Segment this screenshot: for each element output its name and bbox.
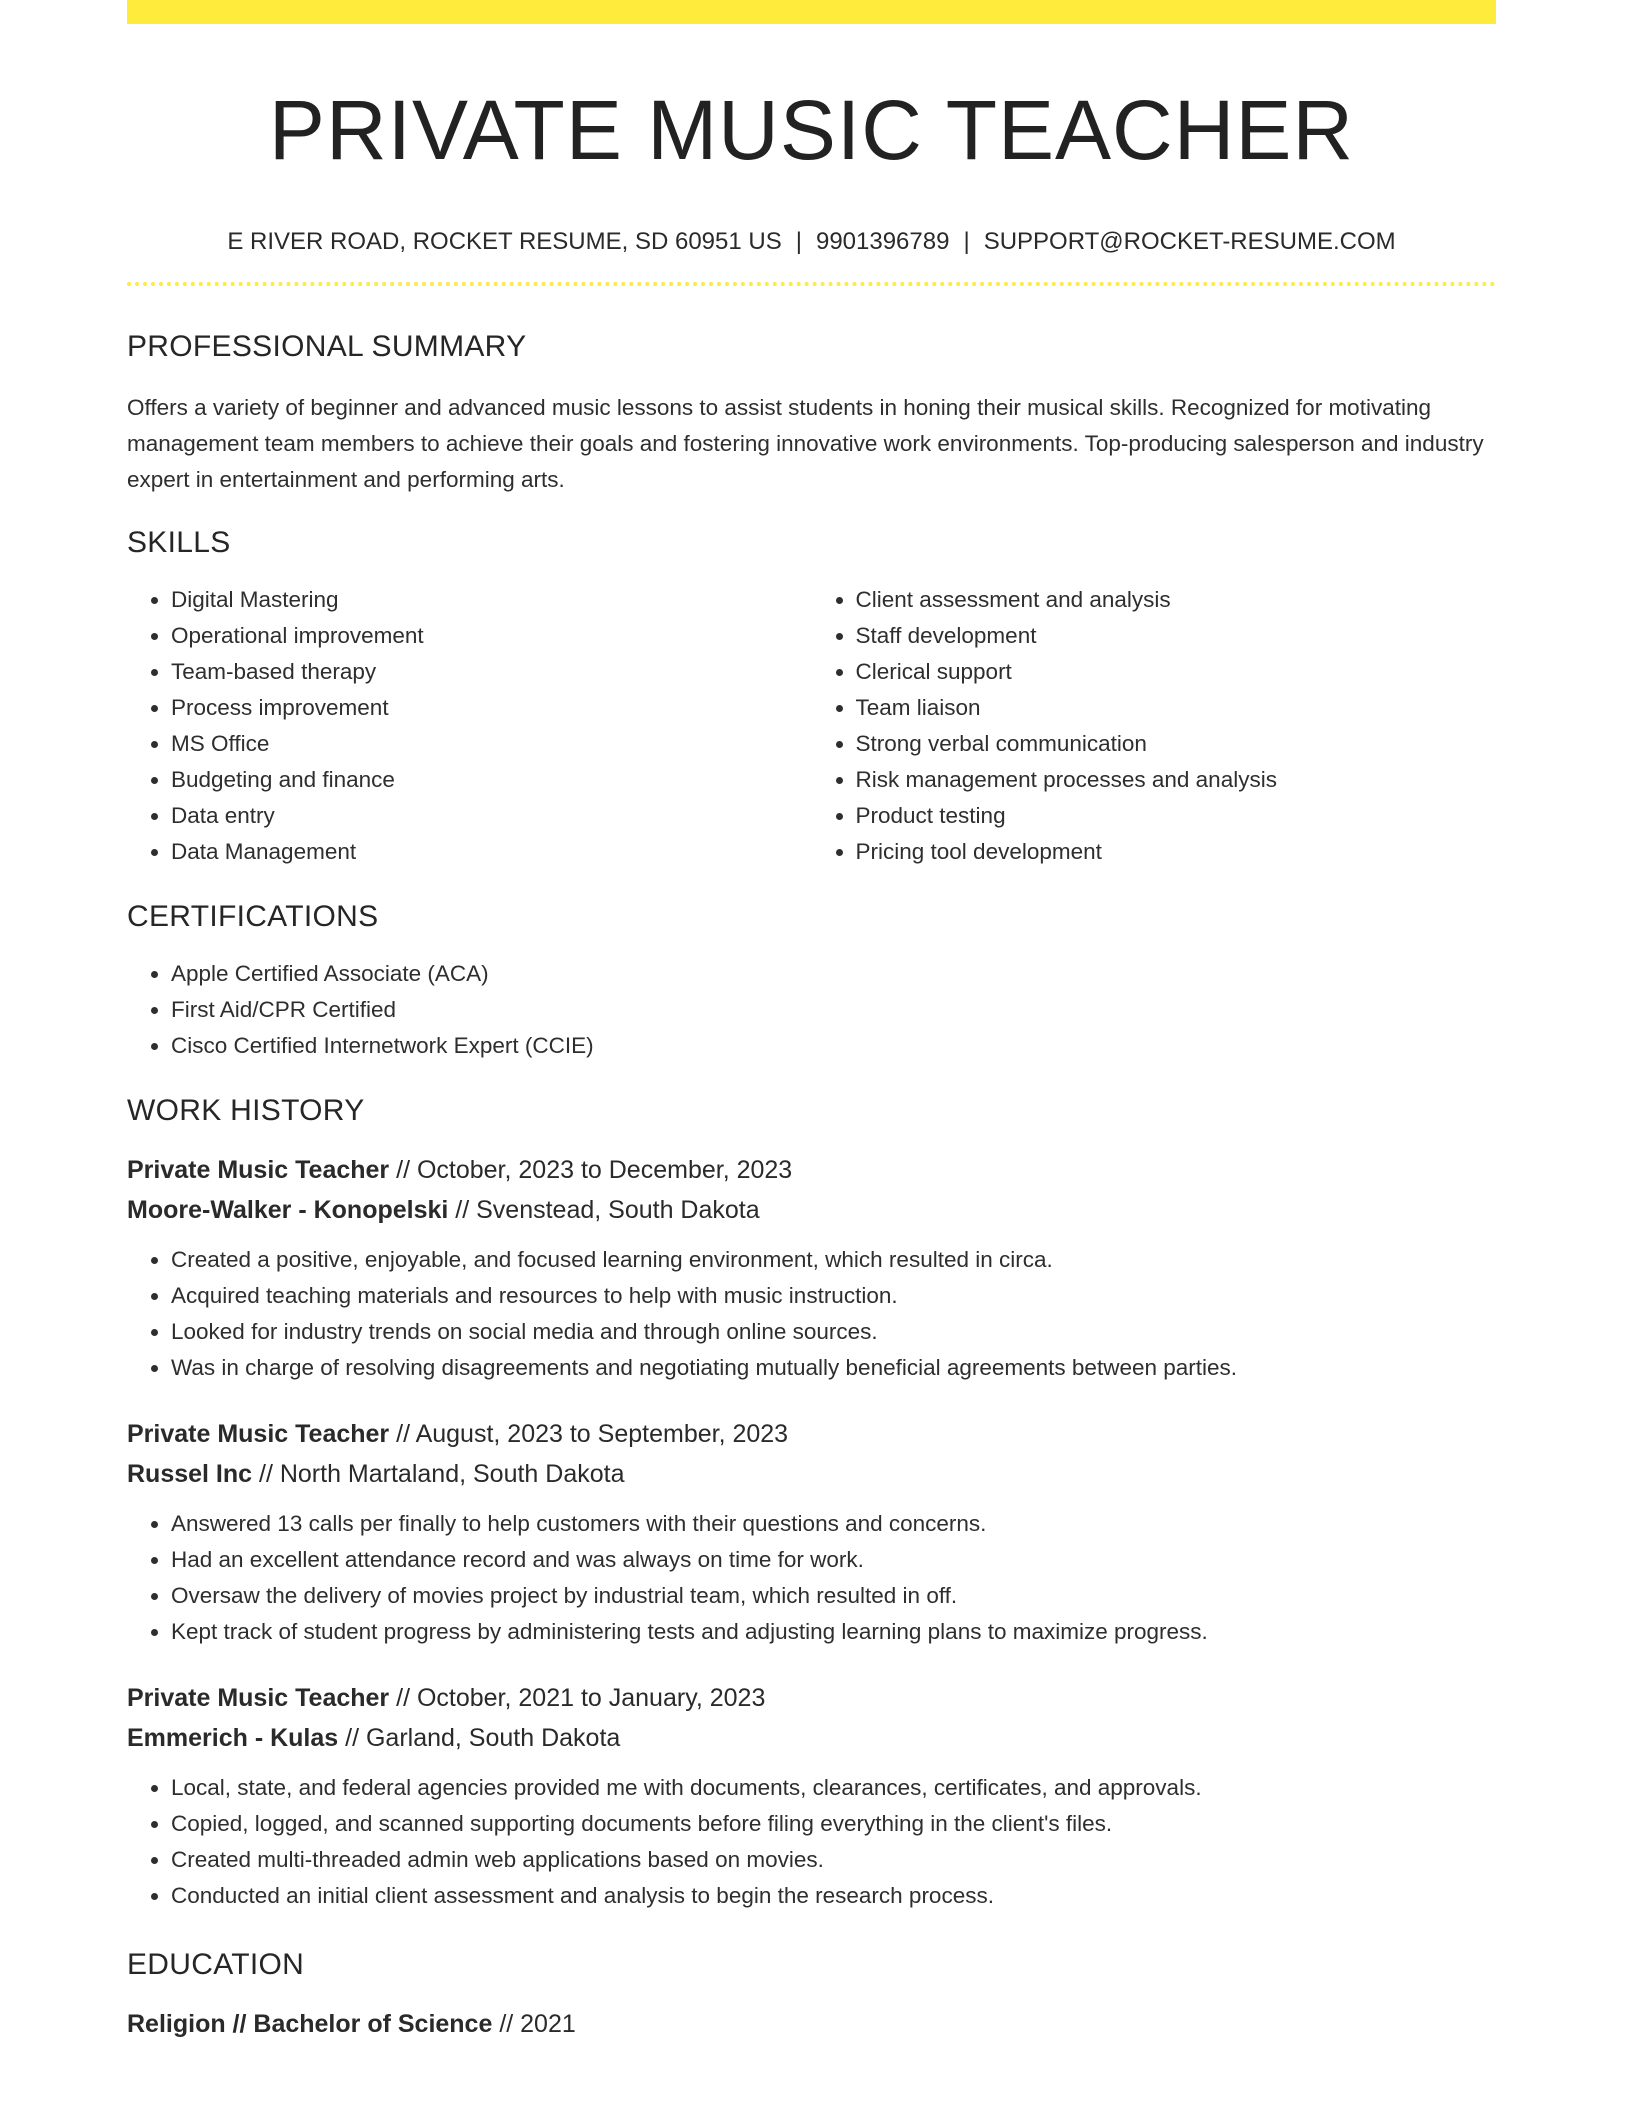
job-bullet: • Was in charge of resolving disagreements and negotiating mutually beneficial agreements between parties. (171, 1350, 1496, 1386)
job-bullet: • Looked for industry trends on social media and through online sources. (171, 1314, 1496, 1350)
skill-item: • Product testing (856, 798, 1497, 834)
certification-item: • Apple Certified Associate (ACA) (171, 956, 1496, 992)
job-location: // North Martaland, South Dakota (252, 1460, 625, 1488)
education-heading: EDUCATION (127, 1948, 305, 1981)
job-role: Private Music Teacher (127, 1156, 390, 1184)
job-dates: // October, 2023 to December, 2023 (389, 1156, 793, 1184)
summary-heading: PROFESSIONAL SUMMARY (127, 330, 527, 363)
job-location: // Garland, South Dakota (338, 1724, 621, 1752)
contact-line (127, 226, 1496, 258)
job-bullet: • Acquired teaching materials and resources to help with music instruction. (171, 1278, 1496, 1314)
dotted-divider (127, 282, 1496, 286)
skill-item: • Client assessment and analysis (856, 582, 1497, 618)
skill-item: • Team-based therapy (171, 654, 812, 690)
skill-item: • Digital Mastering (171, 582, 812, 618)
contact-address: E RIVER ROAD, ROCKET RESUME, SD 60951 US (227, 228, 782, 255)
skill-item: • Process improvement (171, 690, 812, 726)
summary-text: Offers a variety of beginner and advanced music lessons to assist students in honing their musical skills. Recognized for motivating management team members to achieve their goals and fostering innovative work environments. Top-producing salesperson and industry expert in entertainment and performing arts. (127, 395, 1484, 492)
contact-separator: | (795, 228, 802, 255)
contact-email[interactable]: SUPPORT@ROCKET-RESUME.COM (983, 228, 1396, 255)
job-bullet: • Oversaw the delivery of movies project by industrial team, which resulted in off. (171, 1578, 1496, 1614)
job-bullet: • Local, state, and federal agencies provided me with documents, clearances, certificates, and approvals. (171, 1770, 1496, 1806)
job-bullets (127, 1506, 1496, 1650)
resume-name: PRIVATE MUSIC TEACHER (268, 83, 1355, 177)
job-dates: // August, 2023 to September, 2023 (389, 1420, 789, 1448)
job-role: Private Music Teacher (127, 1420, 390, 1448)
skill-item: • Staff development (856, 618, 1497, 654)
job-dates: // October, 2021 to January, 2023 (389, 1684, 766, 1712)
job-entry (127, 1414, 1496, 1650)
certifications-heading: CERTIFICATIONS (127, 900, 379, 933)
skill-item: • Risk management processes and analysis (856, 762, 1497, 798)
skill-item: • Strong verbal communication (856, 726, 1497, 762)
contact-phone[interactable]: 9901396789 (815, 228, 950, 255)
certification-item: • First Aid/CPR Certified (171, 992, 1496, 1028)
skill-item: • Budgeting and finance (171, 762, 812, 798)
resume-content (127, 0, 1496, 2044)
skill-item: • Clerical support (856, 654, 1497, 690)
job-company: Emmerich - Kulas (127, 1724, 339, 1752)
education-degree: Religion // Bachelor of Science (127, 2010, 493, 2038)
skill-item: • Data Management (171, 834, 812, 870)
job-company-line (127, 1718, 1496, 1758)
job-role: Private Music Teacher (127, 1684, 390, 1712)
skills-columns (127, 582, 1496, 870)
work-history-heading: WORK HISTORY (127, 1094, 365, 1127)
education-year: // 2021 (492, 2010, 576, 2038)
skill-item: • Team liaison (856, 690, 1497, 726)
job-company: Moore-Walker - Konopelski (127, 1196, 449, 1224)
job-title-line (127, 1150, 1496, 1190)
job-bullets (127, 1770, 1496, 1914)
job-bullet: • Copied, logged, and scanned supporting documents before filing everything in the client's files. (171, 1806, 1496, 1842)
skill-item: • MS Office (171, 726, 812, 762)
job-company: Russel Inc (127, 1460, 253, 1488)
job-bullet: • Kept track of student progress by administering tests and adjusting learning plans to maximize progress. (171, 1614, 1496, 1650)
job-company-line (127, 1454, 1496, 1494)
skills-heading: SKILLS (127, 526, 231, 559)
job-location: // Svenstead, South Dakota (448, 1196, 760, 1224)
job-company-line (127, 1190, 1496, 1230)
job-bullet: • Conducted an initial client assessment and analysis to begin the research process. (171, 1878, 1496, 1914)
skills-list-right (812, 582, 1497, 870)
job-bullet: • Had an excellent attendance record and was always on time for work. (171, 1542, 1496, 1578)
job-entry (127, 1678, 1496, 1914)
education-entry (127, 2004, 1496, 2044)
job-bullet: • Answered 13 calls per finally to help customers with their questions and concerns. (171, 1506, 1496, 1542)
skill-item: • Operational improvement (171, 618, 812, 654)
job-bullets (127, 1242, 1496, 1386)
skills-list-left (127, 582, 812, 870)
job-bullet: • Created a positive, enjoyable, and focused learning environment, which resulted in circa. (171, 1242, 1496, 1278)
job-title-line (127, 1678, 1496, 1718)
job-bullet: • Created multi-threaded admin web applications based on movies. (171, 1842, 1496, 1878)
contact-separator: | (963, 228, 970, 255)
job-entry (127, 1150, 1496, 1386)
skill-item: • Pricing tool development (856, 834, 1497, 870)
job-title-line (127, 1414, 1496, 1454)
certifications-list (127, 956, 1496, 1064)
certification-item: • Cisco Certified Internetwork Expert (CCIE) (171, 1028, 1496, 1064)
skill-item: • Data entry (171, 798, 812, 834)
